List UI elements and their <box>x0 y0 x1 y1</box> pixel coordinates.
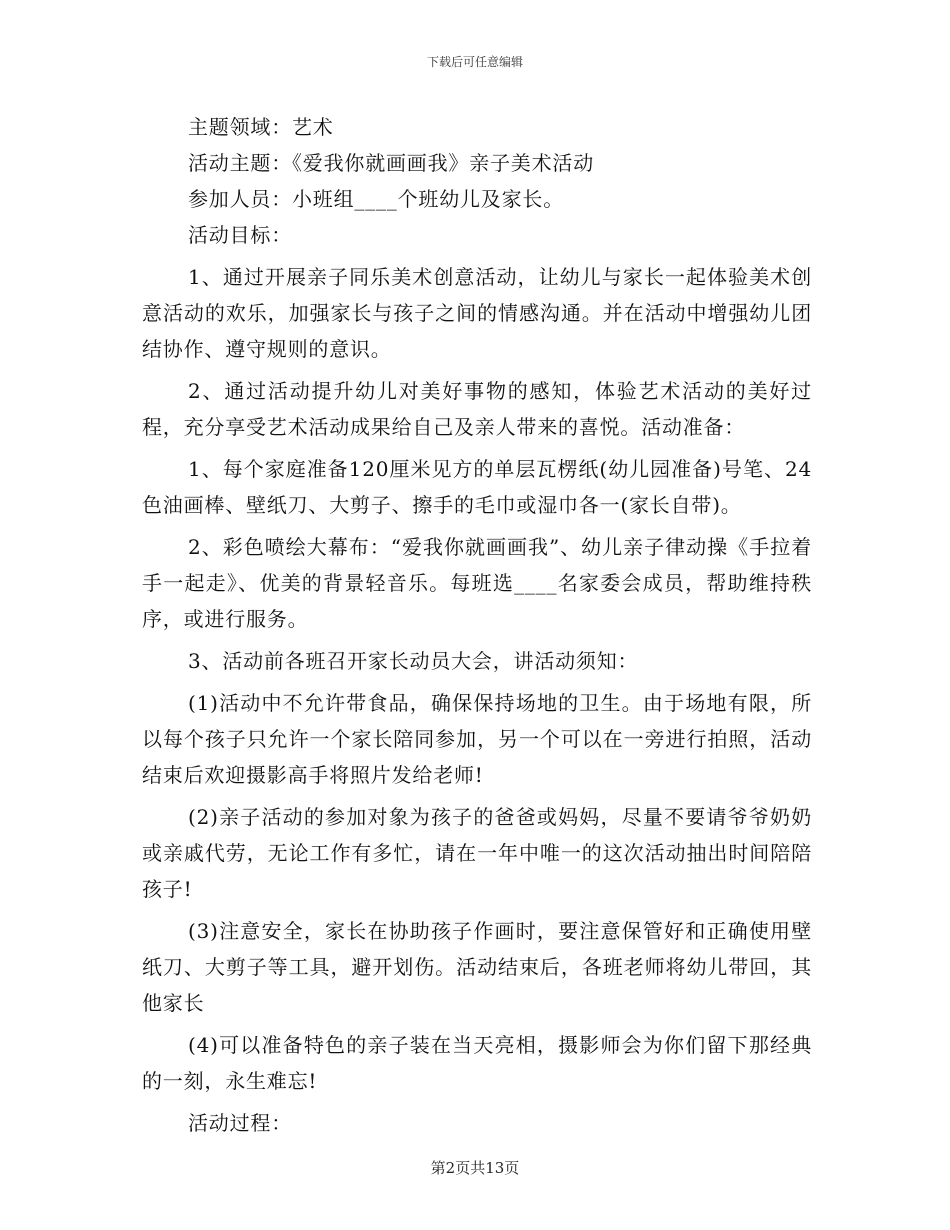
paragraph-prep-1: 1、每个家庭准备120厘米见方的单层瓦楞纸(幼儿园准备)号笔、24色油画棒、壁纸刀、大剪子、擦手的毛巾或湿巾各一(家长自带)。 <box>142 457 812 517</box>
paragraph-notice-1: (1)活动中不允许带食品，确保保持场地的卫生。由于场地有限，所以每个孩子只允许一个家长陪同参加，另一个可以在一旁进行拍照，活动结束后欢迎摄影高手将照片发给老师! <box>142 691 812 787</box>
paragraph-notice-4: (4)可以准备特色的亲子装在当天亮相，摄影师会为你们留下那经典的一刻，永生难忘! <box>142 1033 812 1093</box>
paragraph-goal-2: 2、通过活动提升幼儿对美好事物的感知，体验艺术活动的美好过程，充分享受艺术活动成果给自己及亲人带来的喜悦。活动准备： <box>142 379 812 439</box>
paragraph-subject-area: 主题领域：艺术 <box>188 115 334 139</box>
paragraph-goals-heading: 活动目标： <box>188 223 292 247</box>
paragraph-notice-3: (3)注意安全，家长在协助孩子作画时，要注意保管好和正确使用壁纸刀、大剪子等工具，避开划伤。活动结束后，各班老师将幼儿带回，其他家长 <box>142 919 812 1015</box>
page-header: 下载后可任意编辑 <box>426 55 523 69</box>
paragraph-prep-3: 3、活动前各班召开家长动员大会，讲活动须知： <box>188 649 639 673</box>
paragraph-prep-2: 2、彩色喷绘大幕布：“爱我你就画画我”、幼儿亲子律动操《手拉着手一起走》、优美的背景轻音乐。每班选____名家委会成员，帮助维持秩序，或进行服务。 <box>142 535 812 631</box>
paragraph-process-heading: 活动过程： <box>188 1111 292 1135</box>
paragraph-activity-theme: 活动主题：《爱我你就画画我》亲子美术活动 <box>188 151 594 175</box>
paragraph-notice-2: (2)亲子活动的参加对象为孩子的爸爸或妈妈，尽量不要请爷爷奶奶或亲戚代劳，无论工作有多忙，请在一年中唯一的这次活动抽出时间陪陪孩子! <box>142 805 812 901</box>
document-body <box>142 109 812 1141</box>
paragraph-participants: 参加人员：小班组____个班幼儿及家长。 <box>188 187 564 211</box>
paragraph-goal-1: 1、通过开展亲子同乐美术创意活动，让幼儿与家长一起体验美术创意活动的欢乐，加强家长与孩子之间的情感沟通。并在活动中增强幼儿团结协作、遵守规则的意识。 <box>142 265 812 361</box>
page-number: 第2页共13页 <box>430 1159 520 1177</box>
